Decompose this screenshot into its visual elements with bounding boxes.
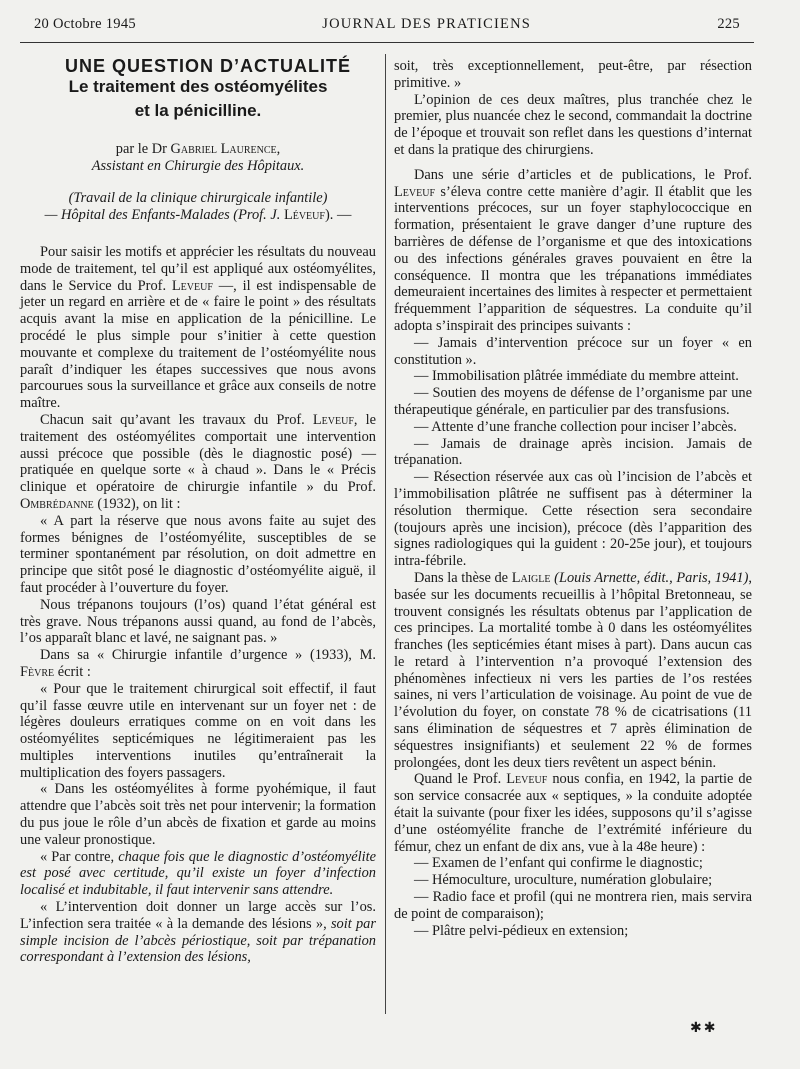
list-item: — Jamais d’intervention précoce sur un foyer « en constitution ». <box>394 334 752 368</box>
footer-marks: ✱✱ <box>690 1021 718 1036</box>
paragraph: Dans sa « Chirurgie infantile d’urgence » (1933), M. Fèvre écrit : <box>20 647 376 680</box>
title-line-1: Le traitement des ostéomyélites <box>68 76 328 96</box>
page-number: 225 <box>717 16 740 32</box>
quote-paragraph: Nous trépanons toujours (l’os) quand l’état général est très grave. Nous trépanons aussi quand, au fond de l’abcès, l’os apparaît blanc et lavé, ne saignant pas. » <box>20 596 376 647</box>
paragraph: Chacun sait qu’avant les travaux du Prof. Leveuf, le traitement des ostéomyélites comportait une intervention aussi précoce que possible (dès le diagnostic posé) — pratiquée en quelque sorte « à chaud ». Dans le « Précis clinique et opératoire de chirurgie infantile » du Prof. Ombrédanne (1932), on lit : <box>20 411 376 512</box>
paragraph: Dans une série d’articles et de publications, le Prof. Leveuf s’éleva contre cette manière d’agir. Il établit que les interventions précoces, sur un foyer staphylococcique en formation, présentaient le grave danger d’une rupture des barrières de défense de l’organisme et que des intoxications ou des infections générales graves pouvaient en être la conséquence. Il montra que les trépanations immédiates demeuraient incertaines des limites à respecter et permettaient fréquemment l’apparition de séquestres. La conduite qu’il adopta s’inspirait des principes suivants : <box>394 166 752 334</box>
quote-paragraph: « L’intervention doit donner un large accès sur l’os. L’infection sera traitée « à la demande des lésions », soit par simple incision de l’abcès périostique, soit par trépanation correspondant à l’extension des lésions, <box>20 899 376 966</box>
paragraph: Dans la thèse de Laigle (Louis Arnette, édit., Paris, 1941), basée sur les documents recueillis à l’hôpital Bretonneau, se trouvent consignés les résultats obtenus par l’application de ces principes. La mortalité tombe à 0 dans les ostéomyélites franches (les septicémies étant mises à part). Dans aucun cas le retard à l’intervention n’a provoqué l’extension des phénomènes infectieux ni vers les parties de l’os restées saines, ni vers l’articulation de voisinage. Au point de vue de l’évolution du foyer, on constate 78 % de cicatrisations (11 sans élimination de séquestres et 7 après élimination de séquestres insignifiants) et seulement 22 % de formes prolongées, dont les deux tiers revêtent un aspect bénin. <box>394 569 752 771</box>
list-item: — Examen de l’enfant qui confirme le diagnostic; <box>414 855 703 872</box>
title-line-2: et la pénicilline. <box>134 100 262 120</box>
header-rule <box>20 42 754 43</box>
right-column <box>394 58 752 939</box>
quote-paragraph: « A part la réserve que nous avons faite au sujet des formes bénignes de l’ostéomyélite, susceptibles de se terminer spontanément par résolution, on doit admettre en principe que sitôt posé le diagnostic d’ostéomyélite aiguë, il faut procéder à l’ouverture du foyer. <box>20 512 376 596</box>
list-item: — Plâtre pelvi-pédieux en extension; <box>414 922 629 939</box>
work-origin-2-end: ). — <box>324 207 352 224</box>
paragraph: Pour saisir les motifs et apprécier les résultats du nouveau mode de traitement, tel qu’il est appliqué aux ostéomyélites, dans le Service du Prof. Leveuf —, il est indispensable de jeter un regard en arrière et de « faire le point » des résultats acquis avant la mise en application de la pénicilline. Le procédé le plus simple pour s’initier à cette question mouvante et complexe du traitement de l’ostéomyélite nous paraît d’indiquer les étapes successives que nous avons parcourues sous la surveillance et grâce aux conseils de notre maître. <box>20 243 376 412</box>
list-item: — Soutien des moyens de défense de l’organisme par une thérapeutique générale, en particulier par des transfusions. <box>394 385 752 418</box>
paragraph: soit, très exceptionnellement, peut-être, par résection primitive. » <box>394 58 752 91</box>
quote-paragraph: « Par contre, chaque fois que le diagnostic d’ostéomyélite est posé avec certitude, qu’il existe un foyer d’infection localisé et indubitable, il faut intervenir sans attendre. <box>20 848 376 899</box>
list-item: — Résection réservée aux cas où l’incision de l’abcès et l’immobilisation plâtrée ne suffisent pas à déterminer la résolution thermique. Cette résection sera secondaire (toujours après une incision), précoce (dès l’apparition des signes radiologiques qui la guident : 20-25e jour), et toujours intra-fébrile. <box>394 469 752 570</box>
list-item: — Jamais de drainage après incision. Jamais de trépanation. <box>394 435 752 469</box>
section-kicker: UNE QUESTION D’ACTUALITÉ <box>64 56 351 76</box>
author-affiliation <box>20 158 376 175</box>
work-origin-2 <box>20 207 376 224</box>
byline <box>20 141 376 158</box>
column-divider <box>385 54 386 1014</box>
list-item: — Attente d’une franche collection pour inciser l’abcès. <box>414 418 737 435</box>
quote-paragraph: « Pour que le traitement chirurgical soit effectif, il faut qu’il fasse œuvre utile en intervenant sur un foyer net : de légères douleurs erratiques comme on en voit dans les ostéomyélites septicémiques ne légitimeraient pas les multiples interventions inutiles qu’entraînerait la multiplication des foyers passagers. <box>20 680 376 781</box>
running-header <box>34 16 740 33</box>
list-item: — Immobilisation plâtrée immédiate du membre atteint. <box>414 368 739 385</box>
list-item: — Radio face et profil (qui ne montrera rien, mais servira de point de comparaison); <box>394 889 752 922</box>
list-item: — Hémoculture, uroculture, numération globulaire; <box>414 872 713 889</box>
issue-date: 20 Octobre 1945 <box>34 16 136 32</box>
paragraph: L’opinion de ces deux maîtres, plus tranchée chez le premier, plus nuancée chez le second, commandait la doctrine de l’époque et trouvait son reflet dans les questions d’internat et dans la pratique des chirurgiens. <box>394 91 752 158</box>
work-origin-2-text: — Hôpital des Enfants-Malades (Prof. J. <box>44 207 284 224</box>
author-name: Gabriel Laurence, <box>170 140 281 157</box>
work-origin-1-text: (Travail de la clinique chirurgicale infantile) <box>68 190 328 207</box>
article-title <box>20 75 376 123</box>
paragraph: Quand le Prof. Leveuf nous confia, en 1942, la partie de son service consacrée aux « septiques, » la conduite adoptée était la suivante (pour fixer les idées, supposons qu’il s’agisse d’une ostéomyélite franche de l’extrémité inférieure du fémur, chez un enfant de dix ans, vue à la 48e heure) : <box>394 771 752 855</box>
affiliation-text: Assistant en Chirurgie des Hôpitaux. <box>91 157 305 174</box>
work-prof-name: Léveuf <box>283 207 325 224</box>
byline-prefix: par le Dr <box>115 140 171 157</box>
left-column <box>20 58 376 966</box>
journal-name: JOURNAL DES PRATICIENS <box>322 16 532 32</box>
work-origin-1 <box>20 190 376 207</box>
quote-paragraph: « Dans les ostéomyélites à forme pyohémique, il faut attendre que l’abcès soit très net pour intervenir; la formation du pus joue le rôle d’un abcès de fixation et garde au moins une valeur pronostique. <box>20 781 376 848</box>
